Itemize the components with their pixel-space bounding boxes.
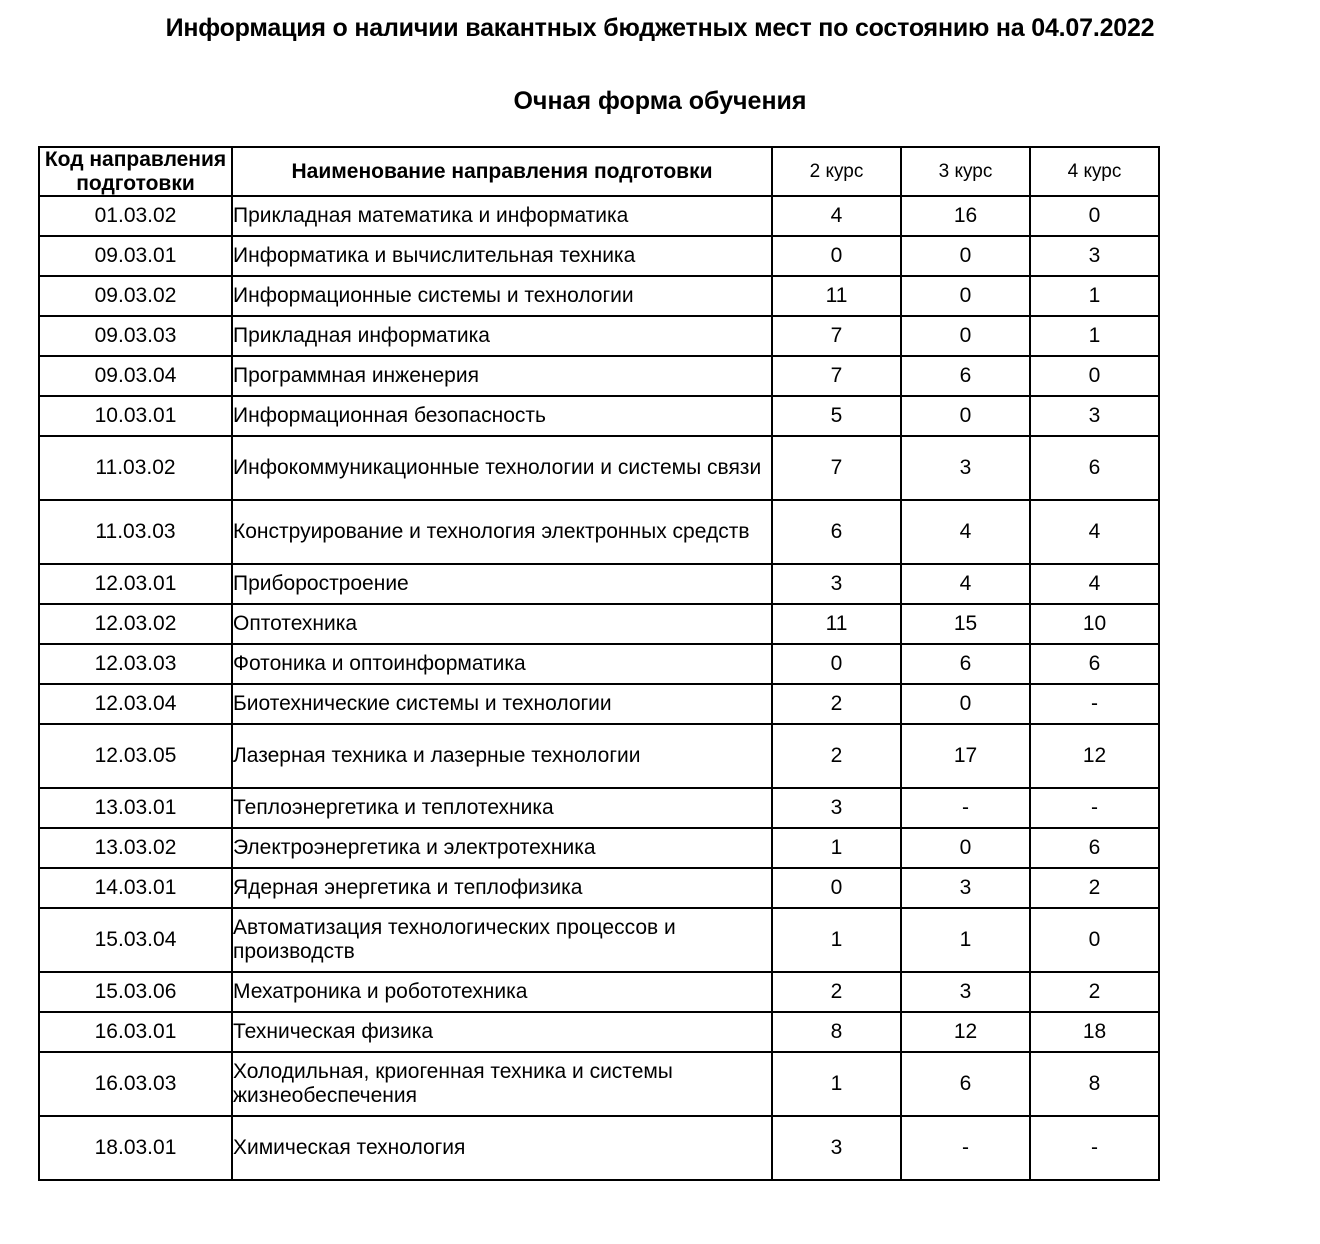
cell-code: 12.03.03 (39, 644, 232, 684)
cell-code: 09.03.03 (39, 316, 232, 356)
cell-course-2: 1 (772, 828, 901, 868)
cell-course-3: 12 (901, 1012, 1030, 1052)
table-row (39, 196, 1159, 236)
cell-name: Приборостроение (232, 564, 772, 604)
cell-name: Оптотехника (232, 604, 772, 644)
cell-course-2: 3 (772, 788, 901, 828)
cell-course-2: 8 (772, 1012, 901, 1052)
cell-name: Лазерная техника и лазерные технологии (232, 724, 772, 788)
cell-code: 12.03.01 (39, 564, 232, 604)
cell-course-4: - (1030, 684, 1159, 724)
cell-course-2: 5 (772, 396, 901, 436)
table-row (39, 564, 1159, 604)
table-header-row (39, 147, 1159, 196)
cell-course-3: 17 (901, 724, 1030, 788)
cell-course-4: 3 (1030, 236, 1159, 276)
cell-course-3: 6 (901, 1052, 1030, 1116)
cell-course-3: 0 (901, 684, 1030, 724)
cell-course-3: 0 (901, 316, 1030, 356)
cell-course-4: 0 (1030, 196, 1159, 236)
cell-course-2: 3 (772, 1116, 901, 1180)
cell-course-3: - (901, 1116, 1030, 1180)
cell-course-2: 0 (772, 236, 901, 276)
cell-course-4: 1 (1030, 316, 1159, 356)
cell-name: Прикладная информатика (232, 316, 772, 356)
table-row (39, 396, 1159, 436)
cell-name: Химическая технология (232, 1116, 772, 1180)
column-header-course-4: 4 курс (1030, 147, 1159, 196)
cell-name: Биотехнические системы и технологии (232, 684, 772, 724)
table-row (39, 684, 1159, 724)
cell-code: 15.03.06 (39, 972, 232, 1012)
cell-course-2: 2 (772, 724, 901, 788)
cell-code: 12.03.02 (39, 604, 232, 644)
cell-name: Программная инженерия (232, 356, 772, 396)
cell-code: 09.03.02 (39, 276, 232, 316)
cell-course-4: 0 (1030, 356, 1159, 396)
cell-course-3: 0 (901, 396, 1030, 436)
cell-course-3: 6 (901, 644, 1030, 684)
column-header-code: Код направления подготовки (39, 147, 232, 196)
cell-course-3: 4 (901, 500, 1030, 564)
cell-name: Теплоэнергетика и теплотехника (232, 788, 772, 828)
cell-course-3: 6 (901, 356, 1030, 396)
cell-code: 15.03.04 (39, 908, 232, 972)
cell-name: Электроэнергетика и электротехника (232, 828, 772, 868)
cell-name: Холодильная, криогенная техника и системы жизнеобеспечения (232, 1052, 772, 1116)
table-row (39, 788, 1159, 828)
cell-course-2: 7 (772, 436, 901, 500)
cell-code: 12.03.05 (39, 724, 232, 788)
cell-course-2: 1 (772, 908, 901, 972)
cell-course-3: - (901, 788, 1030, 828)
cell-course-4: 10 (1030, 604, 1159, 644)
cell-code: 14.03.01 (39, 868, 232, 908)
table-row (39, 868, 1159, 908)
cell-name: Ядерная энергетика и теплофизика (232, 868, 772, 908)
table-row (39, 972, 1159, 1012)
cell-course-4: 18 (1030, 1012, 1159, 1052)
table-row (39, 436, 1159, 500)
cell-course-2: 0 (772, 644, 901, 684)
cell-name: Информационные системы и технологии (232, 276, 772, 316)
cell-course-4: 2 (1030, 972, 1159, 1012)
cell-course-4: 6 (1030, 436, 1159, 500)
cell-course-2: 6 (772, 500, 901, 564)
cell-course-3: 0 (901, 236, 1030, 276)
vacancies-table-container (38, 146, 1160, 1181)
cell-code: 11.03.03 (39, 500, 232, 564)
cell-course-3: 3 (901, 868, 1030, 908)
cell-name: Автоматизация технологических процессов и производств (232, 908, 772, 972)
cell-code: 16.03.03 (39, 1052, 232, 1116)
cell-course-2: 7 (772, 316, 901, 356)
table-row (39, 1116, 1159, 1180)
table-header (39, 147, 1159, 196)
cell-course-3: 0 (901, 828, 1030, 868)
cell-course-3: 0 (901, 276, 1030, 316)
cell-course-2: 4 (772, 196, 901, 236)
table-row (39, 236, 1159, 276)
cell-course-2: 0 (772, 868, 901, 908)
cell-course-3: 15 (901, 604, 1030, 644)
cell-course-3: 1 (901, 908, 1030, 972)
vacancies-table (38, 146, 1160, 1181)
cell-course-2: 2 (772, 684, 901, 724)
cell-name: Прикладная математика и информатика (232, 196, 772, 236)
cell-name: Мехатроника и робототехника (232, 972, 772, 1012)
table-row (39, 908, 1159, 972)
table-row (39, 1052, 1159, 1116)
document-page (0, 14, 1320, 1181)
cell-course-4: - (1030, 788, 1159, 828)
table-row (39, 828, 1159, 868)
table-row (39, 316, 1159, 356)
cell-code: 01.03.02 (39, 196, 232, 236)
cell-name: Информатика и вычислительная техника (232, 236, 772, 276)
cell-course-4: 6 (1030, 644, 1159, 684)
cell-code: 09.03.01 (39, 236, 232, 276)
cell-name: Инфокоммуникационные технологии и системы связи (232, 436, 772, 500)
cell-course-3: 3 (901, 436, 1030, 500)
cell-course-4: 0 (1030, 908, 1159, 972)
column-header-name: Наименование направления подготовки (232, 147, 772, 196)
cell-course-2: 2 (772, 972, 901, 1012)
cell-name: Конструирование и технология электронных средств (232, 500, 772, 564)
cell-name: Информационная безопасность (232, 396, 772, 436)
cell-course-2: 1 (772, 1052, 901, 1116)
cell-code: 13.03.01 (39, 788, 232, 828)
cell-course-4: 8 (1030, 1052, 1159, 1116)
cell-code: 09.03.04 (39, 356, 232, 396)
table-body (39, 196, 1159, 1180)
cell-course-3: 16 (901, 196, 1030, 236)
table-row (39, 356, 1159, 396)
cell-code: 13.03.02 (39, 828, 232, 868)
cell-name: Фотоника и оптоинформатика (232, 644, 772, 684)
cell-course-4: 4 (1030, 564, 1159, 604)
cell-course-4: 6 (1030, 828, 1159, 868)
table-row (39, 276, 1159, 316)
cell-code: 10.03.01 (39, 396, 232, 436)
table-row (39, 500, 1159, 564)
table-row (39, 644, 1159, 684)
page-subtitle: Очная форма обучения (513, 87, 807, 115)
cell-course-2: 7 (772, 356, 901, 396)
cell-code: 16.03.01 (39, 1012, 232, 1052)
cell-course-4: 2 (1030, 868, 1159, 908)
table-row (39, 1012, 1159, 1052)
table-row (39, 604, 1159, 644)
cell-name: Техническая физика (232, 1012, 772, 1052)
cell-code: 18.03.01 (39, 1116, 232, 1180)
cell-course-2: 3 (772, 564, 901, 604)
column-header-course-2: 2 курс (772, 147, 901, 196)
cell-course-2: 11 (772, 604, 901, 644)
cell-code: 11.03.02 (39, 436, 232, 500)
cell-course-3: 4 (901, 564, 1030, 604)
cell-course-3: 3 (901, 972, 1030, 1012)
cell-course-4: - (1030, 1116, 1159, 1180)
cell-course-4: 3 (1030, 396, 1159, 436)
page-title: Информация о наличии вакантных бюджетных мест по состоянию на 04.07.2022 (165, 14, 1155, 42)
cell-course-4: 12 (1030, 724, 1159, 788)
cell-course-4: 4 (1030, 500, 1159, 564)
column-header-course-3: 3 курс (901, 147, 1030, 196)
cell-course-2: 11 (772, 276, 901, 316)
cell-course-4: 1 (1030, 276, 1159, 316)
table-row (39, 724, 1159, 788)
cell-code: 12.03.04 (39, 684, 232, 724)
